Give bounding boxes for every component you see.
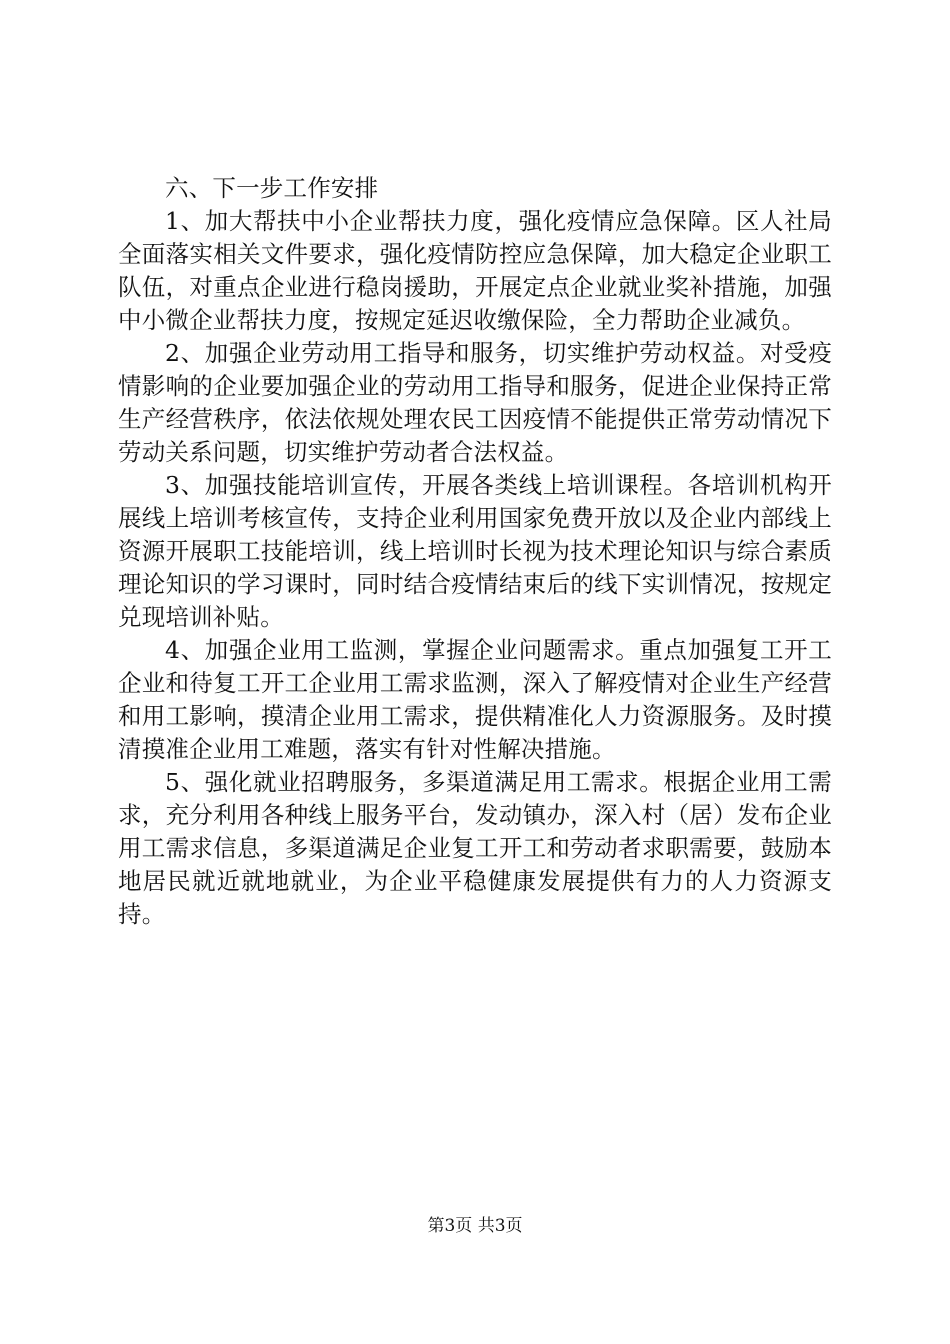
paragraph-1: 1、加大帮扶中小企业帮扶力度，强化疫情应急保障。区人社局全面落实相关文件要求，强化疫情防控应急保障，加大稳定企业职工队伍，对重点企业进行稳岗援助，开展定点企业就业奖补措施，加强中小微企业帮扶力度，按规定延迟收缴保险，全力帮助企业减负。 — [118, 207, 832, 334]
page-footer: 第3页 共3页 — [427, 1216, 523, 1236]
paragraph-4: 4、加强企业用工监测，掌握企业问题需求。重点加强复工开工企业和待复工开工企业用工需求监测，深入了解疫情对企业生产经营和用工影响，摸清企业用工需求，提供精准化人力资源服务。及时摸清摸准企业用工难题，落实有针对性解决措施。 — [118, 636, 832, 763]
document-body — [118, 172, 832, 931]
paragraph-3: 3、加强技能培训宣传，开展各类线上培训课程。各培训机构开展线上培训考核宣传，支持企业利用国家免费开放以及企业内部线上资源开展职工技能培训，线上培训时长视为技术理论知识与综合素质理论知识的学习课时，同时结合疫情结束后的线下实训情况，按规定兑现培训补贴。 — [118, 471, 832, 631]
section-heading: 六、下一步工作安排 — [165, 174, 379, 202]
paragraph-5: 5、强化就业招聘服务，多渠道满足用工需求。根据企业用工需求，充分利用各种线上服务平台，发动镇办，深入村（居）发布企业用工需求信息，多渠道满足企业复工开工和劳动者求职需要，鼓励本地居民就近就地就业，为企业平稳健康发展提供有力的人力资源支持。 — [118, 768, 832, 928]
paragraph-2: 2、加强企业劳动用工指导和服务，切实维护劳动权益。对受疫情影响的企业要加强企业的劳动用工指导和服务，促进企业保持正常生产经营秩序，依法依规处理农民工因疫情不能提供正常劳动情况下劳动关系问题，切实维护劳动者合法权益。 — [118, 339, 832, 466]
